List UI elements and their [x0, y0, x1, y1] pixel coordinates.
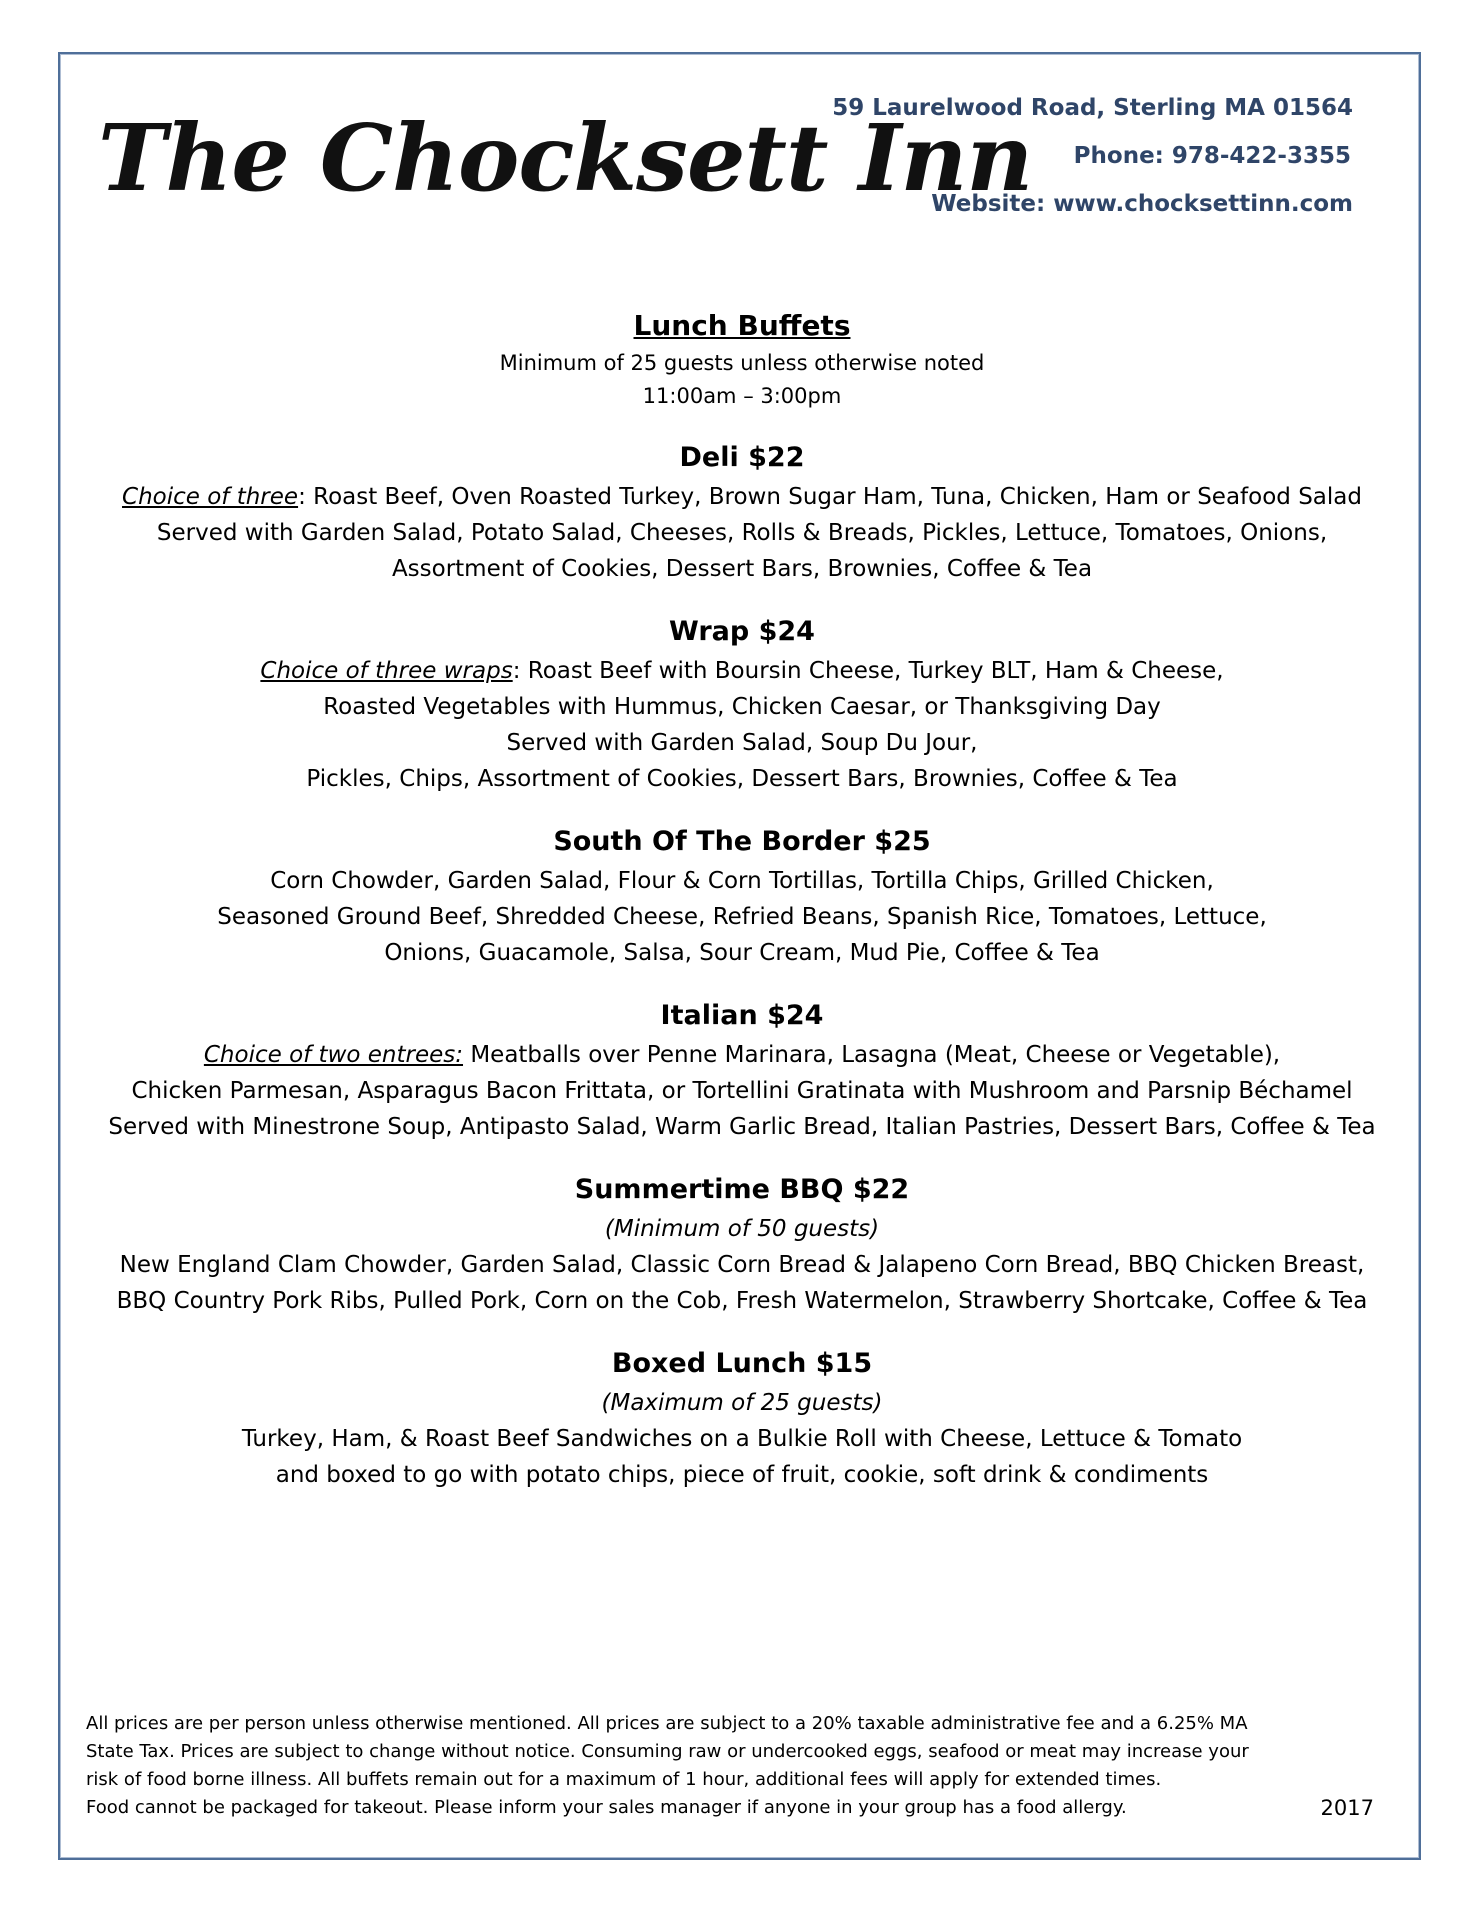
south-line-3: Onions, Guacamole, Salsa, Sour Cream, Mud Pie, Coffee & Tea	[384, 940, 1100, 966]
boxed-title: Boxed Lunch $15	[611, 1348, 873, 1379]
contact-info	[832, 88, 1359, 232]
logo: The Chocksett Inn	[98, 104, 1033, 212]
south-section	[72, 821, 1412, 971]
service-hours: 11:00am – 3:00pm	[642, 384, 842, 408]
footer-line-1: All prices are per person unless otherwise mentioned. All prices are subject to a 20% taxable administrative fee and a 6.25% MA	[86, 1713, 1248, 1734]
menu-content	[72, 305, 1412, 1493]
wrap-section	[72, 611, 1412, 797]
year: 2017	[1320, 1796, 1374, 1820]
footer-line-4: Food cannot be packaged for takeout. Please inform your sales manager if anyone in your group has a food allergy.	[86, 1797, 1127, 1818]
phone: Phone: 978-422-3355	[1073, 143, 1351, 169]
wrap-line	[72, 653, 1412, 689]
boxed-note: (Maximum of 25 guests)	[601, 1390, 883, 1416]
website: Website: www.chocksettinn.com	[931, 191, 1353, 217]
bbq-section	[72, 1169, 1412, 1319]
italian-line-3: Served with Minestrone Soup, Antipasto Salad, Warm Garlic Bread, Italian Pastries, Dessert Bars, Coffee & Tea	[108, 1114, 1376, 1140]
italian-lead: Choice of two entrees:	[203, 1042, 464, 1068]
address: 59 Laurelwood Road, Sterling MA 01564	[832, 95, 1353, 121]
boxed-line-2: and boxed to go with potato chips, piece of fruit, cookie, soft drink & condiments	[275, 1462, 1209, 1488]
south-title: South Of The Border $25	[553, 826, 931, 857]
wrap-line-2: Roasted Vegetables with Hummus, Chicken Caesar, or Thanksgiving Day	[323, 694, 1161, 720]
wrap-title: Wrap $24	[669, 616, 815, 647]
guest-minimum: Minimum of 25 guests unless otherwise noted	[499, 351, 985, 375]
deli-title: Deli $22	[679, 442, 805, 473]
deli-line-3: Assortment of Cookies, Dessert Bars, Brownies, Coffee & Tea	[391, 556, 1093, 582]
deli-line-2: Served with Garden Salad, Potato Salad, Cheeses, Rolls & Breads, Pickles, Lettuce, Tomatoes, Onions,	[156, 520, 1328, 546]
footer-line-3: risk of food borne illness. All buffets remain out for a maximum of 1 hour, additional fees will apply for extended times.	[86, 1769, 1162, 1790]
footer-notes	[86, 1710, 1386, 1822]
wrap-line-3: Served with Garden Salad, Soup Du Jour,	[506, 730, 978, 756]
boxed-section	[72, 1343, 1412, 1493]
italian-line-1: Meatballs over Penne Marinara, Lasagna (Meat, Cheese or Vegetable),	[463, 1042, 1281, 1068]
bbq-title: Summertime BBQ $22	[574, 1174, 910, 1205]
italian-title: Italian $24	[660, 1000, 824, 1031]
bbq-note: (Minimum of 50 guests)	[604, 1216, 880, 1242]
deli-line-1: : Roast Beef, Oven Roasted Turkey, Brown Sugar Ham, Tuna, Chicken, Ham or Seafood Salad	[298, 484, 1362, 510]
footer-line-2: State Tax. Prices are subject to change without notice. Consuming raw or undercooked eggs, seafood or meat may increase your	[86, 1741, 1249, 1762]
deli-line	[72, 479, 1412, 515]
wrap-line-4: Pickles, Chips, Assortment of Cookies, Dessert Bars, Brownies, Coffee & Tea	[306, 766, 1178, 792]
south-line-1: Corn Chowder, Garden Salad, Flour & Corn Tortillas, Tortilla Chips, Grilled Chicken,	[270, 868, 1214, 894]
italian-section	[72, 995, 1412, 1145]
italian-line-2: Chicken Parmesan, Asparagus Bacon Frittata, or Tortellini Gratinata with Mushroom and Parsnip Béchamel	[131, 1078, 1353, 1104]
page-title: Lunch Buffets	[633, 309, 851, 342]
wrap-lead: Choice of three wraps	[260, 658, 513, 684]
deli-lead: Choice of three	[122, 484, 299, 510]
boxed-line-1: Turkey, Ham, & Roast Beef Sandwiches on a Bulkie Roll with Cheese, Lettuce & Tomato	[241, 1426, 1243, 1452]
bbq-line-1: New England Clam Chowder, Garden Salad, Classic Corn Bread & Jalapeno Corn Bread, BBQ Chicken Breast,	[119, 1252, 1365, 1278]
south-line-2: Seasoned Ground Beef, Shredded Cheese, Refried Beans, Spanish Rice, Tomatoes, Lettuce,	[217, 904, 1267, 930]
italian-line	[72, 1037, 1412, 1073]
bbq-line-2: BBQ Country Pork Ribs, Pulled Pork, Corn on the Cob, Fresh Watermelon, Strawberry Shortcake, Coffee & Tea	[116, 1288, 1368, 1314]
deli-section	[72, 437, 1412, 587]
wrap-line-1: : Roast Beef with Boursin Cheese, Turkey BLT, Ham & Cheese,	[512, 658, 1224, 684]
